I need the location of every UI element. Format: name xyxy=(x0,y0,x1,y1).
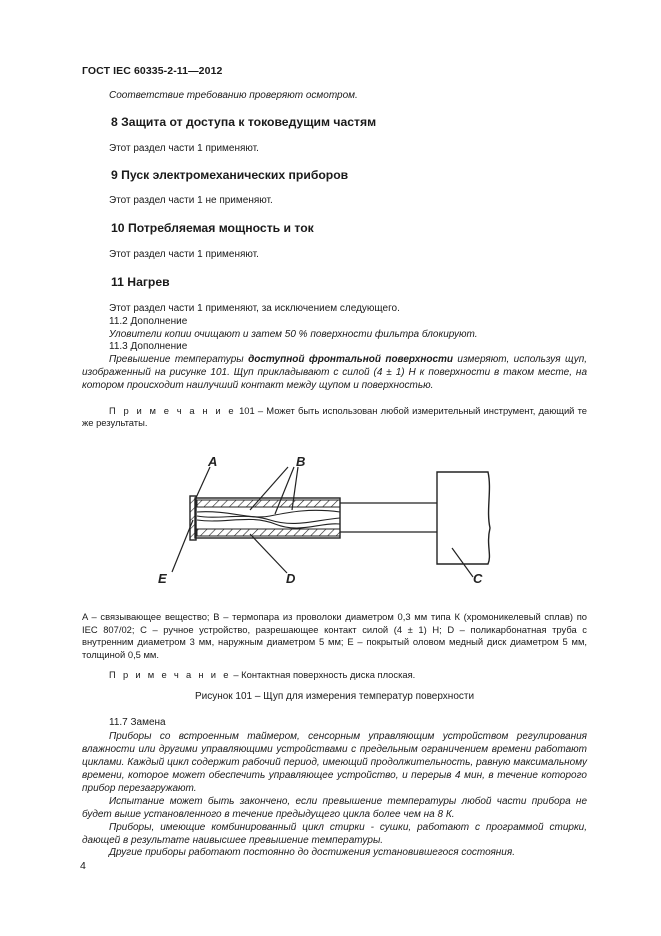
s113-text-b: измеряют, используя щуп, изображенный на рисунке 101. Щуп прикладывают с силой (4 ± 1) Н к поверхности в таком месте, на котором происходит наилучший контакт между щупом и поверхностью. xyxy=(82,354,587,391)
leader-e xyxy=(172,520,193,572)
label-c: C xyxy=(473,571,483,586)
s113-text-bold: доступной фронтальной поверхности xyxy=(248,354,454,365)
subsection-11-3-label: 11.3 Дополнение xyxy=(109,341,188,352)
handle xyxy=(437,472,490,564)
section-10-text: Этот раздел части 1 применяют. xyxy=(109,249,259,260)
label-e: E xyxy=(158,571,167,586)
figure-caption: Рисунок 101 – Щуп для измерения температур поверхности xyxy=(194,691,475,702)
s117-paragraph-1: Приборы со встроенным таймером, сенсорным управляющим устройством регулирования влажности или другими управляющими устройствами с предельным ограничением времени работают циклами. Каждый цикл содержит рабочий период, имеющий продолжительность, равную максимальному времени, которое может обеспечить управляющее устройство, и перерыв 4 мин, в течение которого прибор перезагружают. xyxy=(82,731,587,794)
section-11-title: 11 Нагрев xyxy=(111,275,170,289)
note-101-label: П р и м е ч а н и е xyxy=(109,405,236,416)
section-8-text: Этот раздел части 1 применяют. xyxy=(109,143,259,154)
subsection-11-2-label: 11.2 Дополнение xyxy=(109,316,188,327)
s117-paragraph-2: Испытание может быть закончено, если превышение температуры любой части прибора не будет выше установленного в течение предыдущего цикла более чем на 8 К. xyxy=(82,796,587,820)
subsection-11-3-text xyxy=(82,353,587,392)
document-header: ГОСТ IEC 60335-2-11—2012 xyxy=(82,65,223,77)
note-101 xyxy=(82,405,587,429)
label-b: B xyxy=(296,454,306,469)
s117-paragraph-3: Приборы, имеющие комбинированный цикл стирки - сушки, работают с программой стирки, дающей в результате наивысшее превышение температуры. xyxy=(82,822,587,846)
tube-wall-top xyxy=(197,500,340,507)
label-d: D xyxy=(286,571,296,586)
section-8-title: 8 Защита от доступа к токоведущим частям xyxy=(111,115,377,129)
wire-1 xyxy=(197,510,340,517)
figure-legend: A – связывающее вещество; B – термопара из проволоки диаметром 0,3 мм типа К (хромоникелевый сплав) по IEC 807/02; C – ручное устройство, разрешающее контакт силой (4 ± 1) Н; D – поликарбонатная труба с внутренним диаметром 3 мм, наружным диаметром 5 мм; E – покрытый оловом медный диск диаметром 5 мм, толщиной 0,5 мм. xyxy=(82,611,587,660)
section-10-title: 10 Потребляемая мощность и ток xyxy=(111,221,314,235)
intro-line: Соответствие требованию проверяют осмотром. xyxy=(109,90,358,101)
section-9-title: 9 Пуск электромеханических приборов xyxy=(111,168,349,182)
tube-wall-bottom xyxy=(197,529,340,536)
s113-text-a: Превышение температуры xyxy=(109,354,249,365)
leader-d xyxy=(250,534,287,573)
section-9-text: Этот раздел части 1 не применяют. xyxy=(109,195,273,206)
label-a: A xyxy=(208,454,218,469)
figure-note-text: – Контактная поверхность диска плоская. xyxy=(230,669,416,680)
subsection-11-2-text: Уловители копии очищают и затем 50 % поверхности фильтра блокируют. xyxy=(109,329,478,340)
s117-paragraph-4: Другие приборы работают постоянно до достижения установившегося состояния. xyxy=(109,847,515,858)
subsection-11-7-label: 11.7 Замена xyxy=(109,717,166,728)
section-11-text: Этот раздел части 1 применяют, за исключением следующего. xyxy=(109,303,400,314)
leader-a xyxy=(195,467,210,500)
figure-note-label: П р и м е ч а н и е xyxy=(109,669,231,680)
note-101-text: 101 – Может быть использован любой измерительный инструмент, дающий те же результаты. xyxy=(82,405,587,428)
figure-note xyxy=(82,668,587,681)
contact-disk xyxy=(190,496,196,540)
page-number: 4 xyxy=(80,860,86,872)
leader-c xyxy=(452,548,473,577)
probe-figure xyxy=(150,450,510,590)
